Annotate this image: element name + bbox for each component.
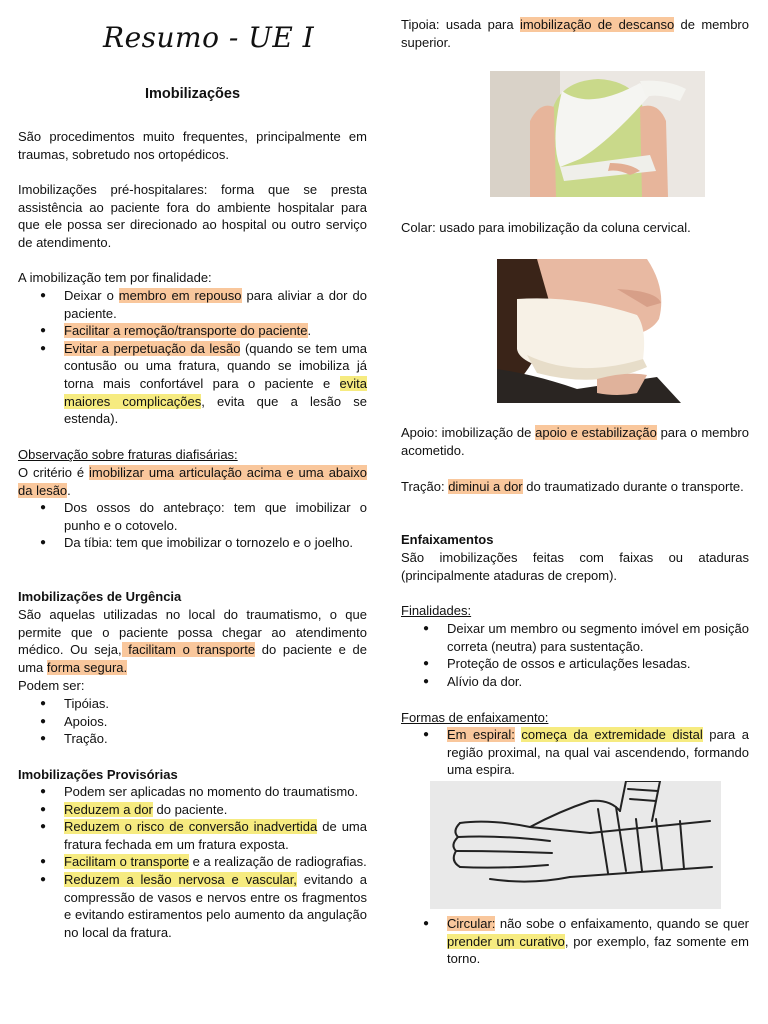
- list-item: ● Reduzem o risco de conversão inadvertida de uma fratura fechada em um fratura exposta.: [18, 818, 367, 853]
- types-list: [18, 695, 367, 748]
- observation-paragraph: O critério é imobilizar uma articulação acima e uma abaixo da lesão.: [18, 465, 367, 498]
- forms-list: [401, 726, 749, 779]
- page-title: Resumo - UE I: [103, 21, 315, 54]
- observation-list: [18, 499, 367, 552]
- spiral-bandage-illustration: [430, 781, 721, 909]
- colar-paragraph: Colar: usado para imobilização da coluna cervical.: [401, 220, 691, 235]
- apoio-paragraph: Apoio: imobilização de apoio e estabilização para o membro acometido.: [401, 425, 749, 458]
- list-item: ● Proteção de ossos e articulações lesadas.: [401, 655, 749, 673]
- provisional-list: [18, 783, 367, 941]
- list-item: ● Deixar o membro em repouso para aliviar a dor do paciente.: [18, 287, 367, 322]
- list-item: ● Em espiral: começa da extremidade distal para a região proximal, na qual vai ascendendo, formando uma espira.: [401, 726, 749, 779]
- list-item: ● Reduzem a dor do paciente.: [18, 801, 367, 819]
- list-item: ● Tipóias.: [18, 695, 367, 713]
- purposes-label: Finalidades:: [401, 603, 472, 618]
- observation-label: Observação sobre fraturas diafisárias:: [18, 447, 238, 462]
- list-item: ● Circular: não sobe o enfaixamento, quando se quer prender um curativo, por exemplo, faz somente em torno.: [401, 915, 749, 968]
- finalidade-label: A imobilização tem por finalidade:: [18, 270, 212, 285]
- urgency-title: Imobilizações de Urgência: [18, 589, 182, 604]
- purposes-list: [401, 620, 749, 690]
- list-item: ● Reduzem a lesão nervosa e vascular, evitando a compressão de vasos e nervos entre os fragmentos e evitando estiramentos pelo aumento da angulação no local da fratura.: [18, 871, 367, 941]
- section-heading: Imobilizações: [144, 86, 241, 102]
- tipoia-paragraph: Tipoia: usada para imobilização de descanso de membro superior.: [401, 17, 749, 50]
- cervical-collar-photo: [497, 259, 681, 403]
- sling-photo: [490, 71, 705, 197]
- list-item: ● Facilitar a remoção/transporte do paciente.: [18, 322, 367, 340]
- list-item: ● Alívio da dor.: [401, 673, 749, 691]
- intro-paragraph: São procedimentos muito frequentes, principalmente em traumas, sobretudo nos ortopédicos.: [18, 129, 367, 162]
- bandaging-title: Enfaixamentos: [401, 532, 494, 547]
- bandaging-paragraph: São imobilizações feitas com faixas ou ataduras (principalmente ataduras de crepom).: [401, 550, 749, 583]
- forms-list-continued: [401, 915, 749, 968]
- pre-hospital-paragraph: Imobilizações pré-hospitalares: forma que se presta assistência ao paciente fora do ambiente hospitalar para que ele possa ser direcionado ao hospital ou outro serviço de atendimento.: [18, 182, 367, 250]
- list-item: ● Tração.: [18, 730, 367, 748]
- list-item: ● Dos ossos do antebraço: tem que imobilizar o punho e o cotovelo.: [18, 499, 367, 534]
- podem-ser-label: Podem ser:: [18, 678, 85, 693]
- list-item: ● Da tíbia: tem que imobilizar o tornozelo e o joelho.: [18, 534, 367, 552]
- finalidade-list: [18, 287, 367, 428]
- list-item: ● Facilitam o transporte e a realização de radiografias.: [18, 853, 367, 871]
- list-item: ● Deixar um membro ou segmento imóvel em posição correta (neutra) para sustentação.: [401, 620, 749, 655]
- list-item: ● Evitar a perpetuação da lesão (quando se tem uma contusão ou uma fratura, quando se imobiliza já torna mais confortável para o paciente e evita maiores complicações, evita que a lesão se estenda).: [18, 340, 367, 428]
- list-item: ● Apoios.: [18, 713, 367, 731]
- urgency-paragraph: São aquelas utilizadas no local do traumatismo, o que permite que o paciente possa chegar ao atendimento médico. Ou seja, facilitam o transporte do paciente e de uma forma segura.: [18, 607, 367, 675]
- provisional-title: Imobilizações Provisórias: [18, 767, 178, 782]
- tracao-paragraph: Tração: diminui a dor do traumatizado durante o transporte.: [401, 479, 744, 494]
- forms-label: Formas de enfaixamento:: [401, 710, 549, 725]
- list-item: ● Podem ser aplicadas no momento do traumatismo.: [18, 783, 367, 801]
